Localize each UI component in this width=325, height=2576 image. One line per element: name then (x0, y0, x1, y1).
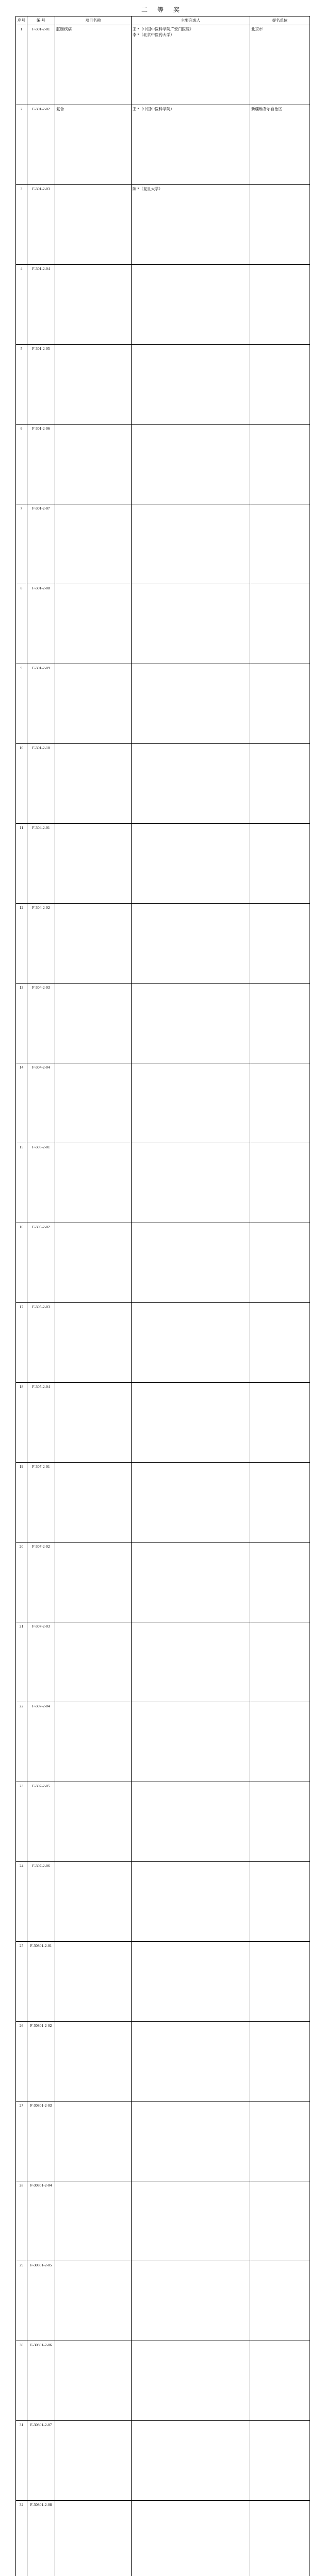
row-people (132, 824, 250, 904)
row-people (132, 1543, 250, 1622)
row-project-name (55, 1463, 132, 1543)
row-nominator (250, 265, 310, 345)
row-seq: 24 (16, 1862, 27, 1942)
row-nominator (250, 1782, 310, 1862)
table-row (16, 265, 310, 345)
row-seq: 20 (16, 1543, 27, 1622)
row-number: F-301-2-06 (27, 425, 55, 504)
row-number: F-307-2-02 (27, 1543, 55, 1622)
row-people (132, 904, 250, 984)
row-nominator (250, 425, 310, 504)
table-row (16, 1303, 310, 1383)
row-people (132, 105, 250, 185)
row-project-name (55, 2022, 132, 2102)
row-nominator (250, 1463, 310, 1543)
row-nominator (250, 984, 310, 1063)
row-project-name (55, 345, 132, 425)
row-number: F-30801-2-08 (27, 2501, 55, 2576)
table-row (16, 1063, 310, 1143)
table-row (16, 904, 310, 984)
row-people (132, 664, 250, 744)
row-nominator: 北京市 (250, 25, 310, 105)
row-people (132, 1383, 250, 1463)
row-number: F-30801-2-02 (27, 2022, 55, 2102)
row-number: F-301-2-10 (27, 744, 55, 824)
row-project-name: 肛肠疾病 (55, 25, 132, 105)
row-nominator (250, 824, 310, 904)
row-seq: 19 (16, 1463, 27, 1543)
person-entry: 王 *（中国中医科学院） (133, 107, 174, 111)
row-people (132, 2501, 250, 2576)
row-nominator (250, 504, 310, 584)
table-row (16, 105, 310, 185)
row-project-name (55, 1622, 132, 1702)
row-number: F-301-2-09 (27, 664, 55, 744)
row-people (132, 984, 250, 1063)
row-number: F-305-2-03 (27, 1303, 55, 1383)
row-project-name: 复合 (55, 105, 132, 185)
row-seq: 10 (16, 744, 27, 824)
col-header-org: 提名单位 (250, 16, 310, 25)
table-row (16, 1223, 310, 1303)
table-row (16, 584, 310, 664)
row-seq: 22 (16, 1702, 27, 1782)
person-entry: 陈 *（复旦大学） (133, 187, 163, 191)
row-project-name (55, 1223, 132, 1303)
row-project-name (55, 584, 132, 664)
table-row (16, 425, 310, 504)
table-row (16, 25, 310, 105)
row-project-name (55, 504, 132, 584)
row-people (132, 1303, 250, 1383)
row-seq: 6 (16, 425, 27, 504)
row-number: F-305-2-01 (27, 1143, 55, 1223)
table-row (16, 2022, 310, 2102)
row-number: F-30801-2-04 (27, 2181, 55, 2261)
page-title: 二 等 奖 (141, 6, 184, 13)
row-nominator (250, 1942, 310, 2022)
row-people (132, 265, 250, 345)
row-nominator (250, 1223, 310, 1303)
table-row (16, 345, 310, 425)
row-project-name (55, 1143, 132, 1223)
table-row (16, 1143, 310, 1223)
row-people (132, 584, 250, 664)
row-people (132, 2261, 250, 2341)
row-seq: 3 (16, 185, 27, 265)
table-row (16, 1862, 310, 1942)
row-people (132, 1702, 250, 1782)
row-people (132, 425, 250, 504)
row-nominator (250, 744, 310, 824)
row-seq: 23 (16, 1782, 27, 1862)
row-seq: 25 (16, 1942, 27, 2022)
row-people (132, 1143, 250, 1223)
row-number: F-305-2-02 (27, 1223, 55, 1303)
row-people (132, 2341, 250, 2421)
row-nominator (250, 664, 310, 744)
row-seq: 12 (16, 904, 27, 984)
row-number: F-301-2-08 (27, 584, 55, 664)
row-seq: 5 (16, 345, 27, 425)
row-number: F-307-2-06 (27, 1862, 55, 1942)
table-row (16, 984, 310, 1063)
row-project-name (55, 265, 132, 345)
row-project-name (55, 904, 132, 984)
row-seq: 11 (16, 824, 27, 904)
row-nominator: 新疆维吾尔自治区 (250, 105, 310, 185)
table-row (16, 1622, 310, 1702)
row-seq: 9 (16, 664, 27, 744)
row-project-name (55, 2181, 132, 2261)
row-nominator (250, 904, 310, 984)
row-seq: 28 (16, 2181, 27, 2261)
row-nominator (250, 345, 310, 425)
row-project-name (55, 1702, 132, 1782)
row-project-name (55, 664, 132, 744)
row-seq: 2 (16, 105, 27, 185)
table-row (16, 1383, 310, 1463)
row-number: F-307-2-04 (27, 1702, 55, 1782)
row-people (132, 1223, 250, 1303)
row-seq: 1 (16, 25, 27, 105)
row-number: F-301-2-04 (27, 265, 55, 345)
row-people (132, 2181, 250, 2261)
row-seq: 17 (16, 1303, 27, 1383)
row-nominator (250, 2181, 310, 2261)
row-project-name (55, 1383, 132, 1463)
row-nominator (250, 1143, 310, 1223)
col-header-name: 项目名称 (55, 16, 132, 25)
row-nominator (250, 1702, 310, 1782)
row-seq: 26 (16, 2022, 27, 2102)
row-project-name (55, 1942, 132, 2022)
row-nominator (250, 2102, 310, 2181)
row-project-name (55, 1543, 132, 1622)
row-people (132, 2102, 250, 2181)
row-nominator (250, 2022, 310, 2102)
row-nominator (250, 2421, 310, 2501)
row-people (132, 504, 250, 584)
col-header-seq: 序号 (16, 16, 27, 25)
row-nominator (250, 2501, 310, 2576)
row-project-name (55, 1303, 132, 1383)
awards-table (15, 16, 310, 2576)
row-seq: 16 (16, 1223, 27, 1303)
row-project-name (55, 1782, 132, 1862)
table-header (16, 16, 310, 25)
row-people (132, 1622, 250, 1702)
row-project-name (55, 824, 132, 904)
row-seq: 31 (16, 2421, 27, 2501)
table-row (16, 2181, 310, 2261)
row-people (132, 2421, 250, 2501)
row-seq: 14 (16, 1063, 27, 1143)
person-entry: 李 *（北京中医药大学） (133, 32, 174, 37)
row-nominator (250, 584, 310, 664)
row-nominator (250, 2341, 310, 2421)
row-project-name (55, 1063, 132, 1143)
table-row (16, 1463, 310, 1543)
table-row (16, 2341, 310, 2421)
row-number: F-301-2-01 (27, 25, 55, 105)
table-row (16, 2501, 310, 2576)
col-header-no: 编 号 (27, 16, 55, 25)
row-seq: 4 (16, 265, 27, 345)
table-row (16, 2421, 310, 2501)
row-seq: 27 (16, 2102, 27, 2181)
table-body (16, 25, 310, 2576)
row-number: F-304-2-04 (27, 1063, 55, 1143)
row-project-name (55, 2261, 132, 2341)
row-number: F-304-2-01 (27, 824, 55, 904)
row-nominator (250, 1622, 310, 1702)
row-seq: 8 (16, 584, 27, 664)
row-number: F-30801-2-01 (27, 1942, 55, 2022)
row-people (132, 744, 250, 824)
row-number: F-30801-2-07 (27, 2421, 55, 2501)
row-number: F-30801-2-03 (27, 2102, 55, 2181)
row-people (132, 345, 250, 425)
row-project-name (55, 2421, 132, 2501)
row-seq: 15 (16, 1143, 27, 1223)
row-seq: 21 (16, 1622, 27, 1702)
row-people (132, 2022, 250, 2102)
row-seq: 30 (16, 2341, 27, 2421)
row-nominator (250, 1063, 310, 1143)
row-project-name (55, 984, 132, 1063)
row-number: F-301-2-02 (27, 105, 55, 185)
table-row (16, 2261, 310, 2341)
table-row (16, 2102, 310, 2181)
person-entry: 王 *（中国中医科学院广安门医院） (133, 27, 194, 31)
table-row (16, 664, 310, 744)
row-project-name (55, 744, 132, 824)
row-people (132, 1862, 250, 1942)
row-nominator (250, 1543, 310, 1622)
row-number: F-305-2-04 (27, 1383, 55, 1463)
row-nominator (250, 2261, 310, 2341)
row-project-name (55, 425, 132, 504)
row-number: F-30801-2-05 (27, 2261, 55, 2341)
row-project-name (55, 2102, 132, 2181)
table-row (16, 1543, 310, 1622)
table-row (16, 504, 310, 584)
row-people (132, 1463, 250, 1543)
row-people (132, 1063, 250, 1143)
row-project-name (55, 185, 132, 265)
row-people (132, 1782, 250, 1862)
row-project-name (55, 1862, 132, 1942)
row-number: F-304-2-02 (27, 904, 55, 984)
row-number: F-307-2-01 (27, 1463, 55, 1543)
row-number: F-307-2-05 (27, 1782, 55, 1862)
row-people (132, 185, 250, 265)
row-project-name (55, 2501, 132, 2576)
row-seq: 29 (16, 2261, 27, 2341)
row-number: F-301-2-07 (27, 504, 55, 584)
table-row (16, 1782, 310, 1862)
row-number: F-307-2-03 (27, 1622, 55, 1702)
table-row (16, 1702, 310, 1782)
table-row (16, 824, 310, 904)
row-number: F-301-2-05 (27, 345, 55, 425)
row-number: F-30801-2-06 (27, 2341, 55, 2421)
table-row (16, 1942, 310, 2022)
row-nominator (250, 1862, 310, 1942)
row-seq: 18 (16, 1383, 27, 1463)
table-row (16, 185, 310, 265)
row-number: F-304-2-03 (27, 984, 55, 1063)
table-row (16, 744, 310, 824)
row-nominator (250, 1303, 310, 1383)
row-nominator (250, 1383, 310, 1463)
row-seq: 32 (16, 2501, 27, 2576)
col-header-people: 主要完成人 (132, 16, 250, 25)
row-people (132, 25, 250, 105)
row-number: F-301-2-03 (27, 185, 55, 265)
row-people (132, 1942, 250, 2022)
row-nominator (250, 185, 310, 265)
row-seq: 7 (16, 504, 27, 584)
row-seq: 13 (16, 984, 27, 1063)
row-project-name (55, 2341, 132, 2421)
